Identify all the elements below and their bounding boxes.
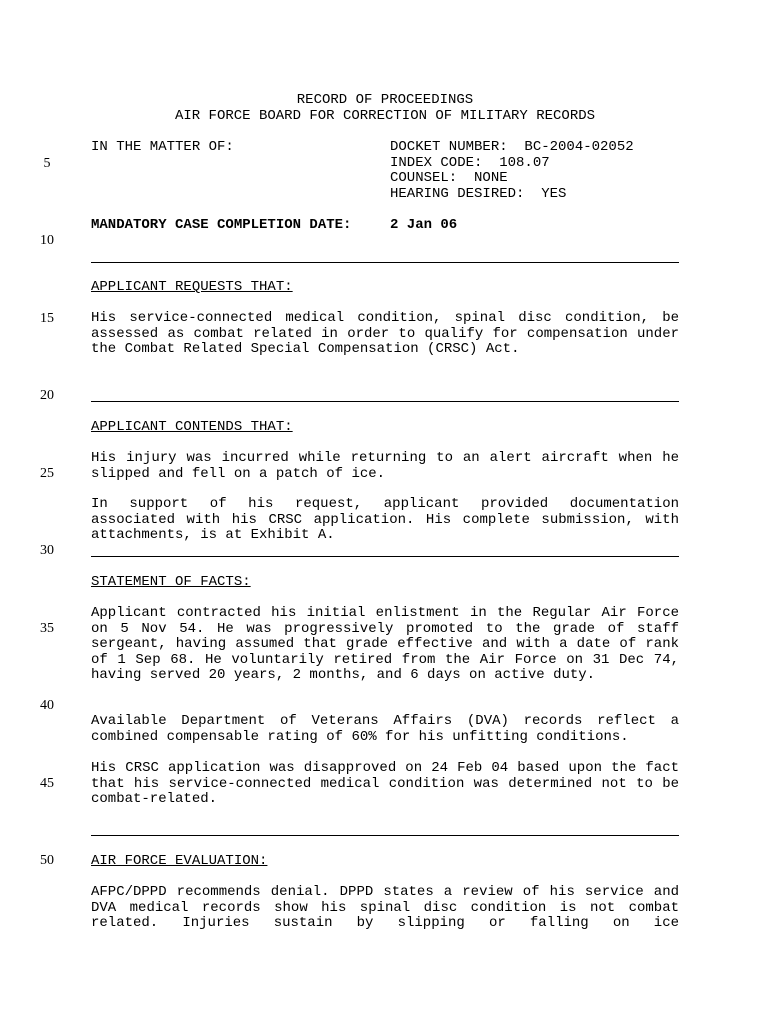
facts-paragraph-2: Available Department of Veterans Affairs (DVA) records reflect a combined compensable rating of 60% for his unfitting conditions. [91,713,679,745]
completion-date-value: 2 Jan 06 [390,217,458,233]
requests-heading: APPLICANT REQUESTS THAT: [91,279,293,295]
line-number-5: 5 [43,156,51,171]
contends-heading: APPLICANT CONTENDS THAT: [91,419,293,435]
board-title: AIR FORCE BOARD FOR CORRECTION OF MILITARY RECORDS [174,108,596,124]
section-divider [91,835,679,836]
contends-paragraph-1: His injury was incurred while returning to an alert aircraft when he slipped and fell on a patch of ice. [91,450,679,482]
in-matter-of-label: IN THE MATTER OF: [91,139,234,155]
line-number-50: 50 [40,853,54,868]
requests-paragraph: His service-connected medical condition, spinal disc condition, be assessed as combat related in order to qualify for compensation under the Combat Related Special Compensation (CRSC) Act. [91,310,679,357]
line-number-25: 25 [40,466,54,481]
facts-heading: STATEMENT OF FACTS: [91,574,251,590]
index-code: INDEX CODE: 108.07 [390,155,550,171]
hearing-desired: HEARING DESIRED: YES [390,186,567,202]
record-title: RECORD OF PROCEEDINGS [296,92,474,108]
section-divider [91,401,679,402]
contends-paragraph-2: In support of his request, applicant provided documentation associated with his CRSC application. His complete submission, with attachments, is at Exhibit A. [91,496,679,543]
line-number-15: 15 [40,311,54,326]
line-number-10: 10 [40,233,54,248]
line-number-30: 30 [40,543,54,558]
line-number-45: 45 [40,776,54,791]
line-number-40: 40 [40,698,54,713]
counsel: COUNSEL: NONE [390,170,508,186]
line-number-20: 20 [40,388,54,403]
line-number-35: 35 [40,621,54,636]
facts-paragraph-1: Applicant contracted his initial enlistment in the Regular Air Force on 5 Nov 54. He was progressively promoted to the grade of staff sergeant, having assumed that grade effective and with a date of rank of 1 Sep 68. He voluntarily retired from the Air Force on 31 Dec 74, having served 20 years, 2 months, and 6 days on active duty. [91,605,679,683]
evaluation-heading: AIR FORCE EVALUATION: [91,853,268,869]
facts-paragraph-3: His CRSC application was disapproved on 24 Feb 04 based upon the fact that his service-connected medical condition was determined not to be combat-related. [91,760,679,807]
docket-number: DOCKET NUMBER: BC-2004-02052 [390,139,634,155]
section-divider [91,556,679,557]
completion-date-label: MANDATORY CASE COMPLETION DATE: [91,217,352,233]
section-divider [91,262,679,263]
evaluation-paragraph: AFPC/DPPD recommends denial. DPPD states a review of his service and DVA medical records show his spinal disc condition is not combat related. Injuries sustain by slipping or falling on ice [91,884,679,931]
